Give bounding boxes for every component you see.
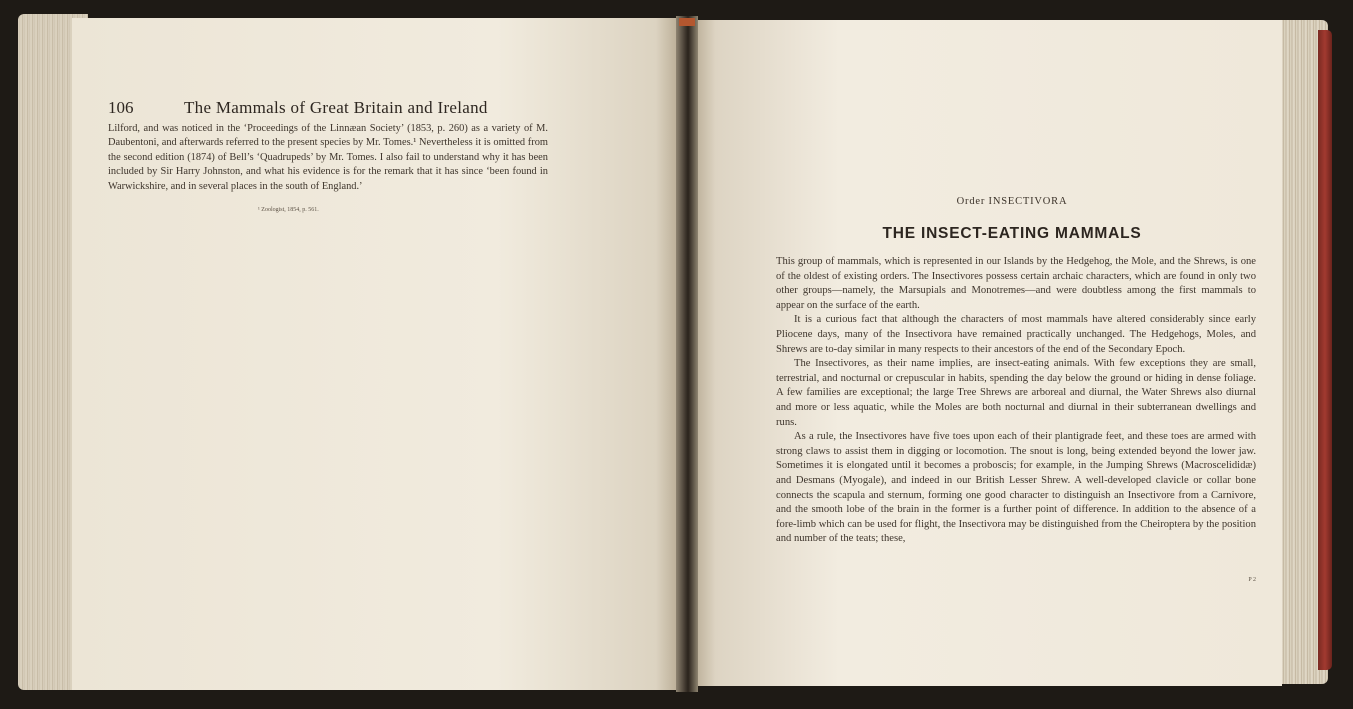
book-gutter bbox=[676, 16, 698, 692]
headband bbox=[679, 18, 695, 26]
left-page-header bbox=[108, 98, 568, 120]
signature-mark: P 2 bbox=[1248, 577, 1256, 583]
order-label: Order INSECTIVORA bbox=[956, 196, 1068, 207]
book-cover-edge bbox=[1318, 30, 1332, 670]
page-number: 106 bbox=[108, 98, 134, 117]
running-title: The Mammals of Great Britain and Ireland bbox=[184, 98, 488, 117]
paragraph-3: The Insectivores, as their name implies, are insect-eating animals. With few exceptions they are small, terrestrial, and nocturnal or crepuscular in habits, spending the day below the ground or hiding in dense foliage. A few families are exceptional; the large Tree Shrews are arboreal and diurnal, the Water Shrews also diurnal and more or less aquatic, while the Moles are both nocturnal and diurnal in their subterranean dwellings and runs. bbox=[776, 358, 1256, 428]
paragraph-2: It is a curious fact that although the characters of most mammals have altered considerably since early Pliocene days, many of the Insectivora have remained practically unchanged. The Hedgehogs, Moles, and Shrews are to-day similar in many respects to their ancestors of the end of the Secondary Epoch. bbox=[776, 314, 1256, 355]
footnote: ¹ Zoologist, 1854, p. 561. bbox=[258, 207, 319, 213]
left-page-body bbox=[108, 122, 548, 194]
left-paragraph: Lilford, and was noticed in the ‘Proceedings of the Linnæan Society’ (1853, p. 260) as a variety of M. Daubentoni, and afterwards referred to the present species by Mr. Tomes.¹ Nevertheless it is omitted from the second edition (1874) of Bell’s ‘Quadrupeds’ by Mr. Tomes. I also fail to understand why it has been included by Sir Harry Johnston, and what his evidence is for the remark that it has since ‘been found in Warwickshire, and in several places in the south of England.’ bbox=[108, 123, 548, 192]
paragraph-1: This group of mammals, which is represented in our Islands by the Hedgehog, the Mole, and the Shrews, is one of the oldest of existing orders. The Insectivores possess certain archaic characters, which are found in only two other groups—namely, the Marsupials and Monotremes—and were doubtless among the first mammals to appear on the surface of the earth. bbox=[776, 256, 1256, 311]
paragraph-4: As a rule, the Insectivores have five toes upon each of their plantigrade feet, and these toes are armed with strong claws to assist them in digging or locomotion. The snout is long, being extended beyond the lower jaw. Sometimes it is elongated until it becomes a proboscis; for example, in the Jumping Shrews (Macroscelididæ) and Desmans (Myogale), and indeed in our British Lesser Shrew. A well-developed clavicle or collar bone connects the scapula and sternum, forming one good character to distinguish an Insectivore from a Carnivore, and the smooth lobe of the brain in the former is a further point of difference. In addition to the absence of a fore-limb which can be used for flight, the Insectivora may be distinguished from the Cheiroptera by the position and number of the teats; these, bbox=[776, 431, 1256, 545]
right-page-body bbox=[776, 255, 1256, 547]
chapter-heading: THE INSECT-EATING MAMMALS bbox=[882, 225, 1142, 242]
